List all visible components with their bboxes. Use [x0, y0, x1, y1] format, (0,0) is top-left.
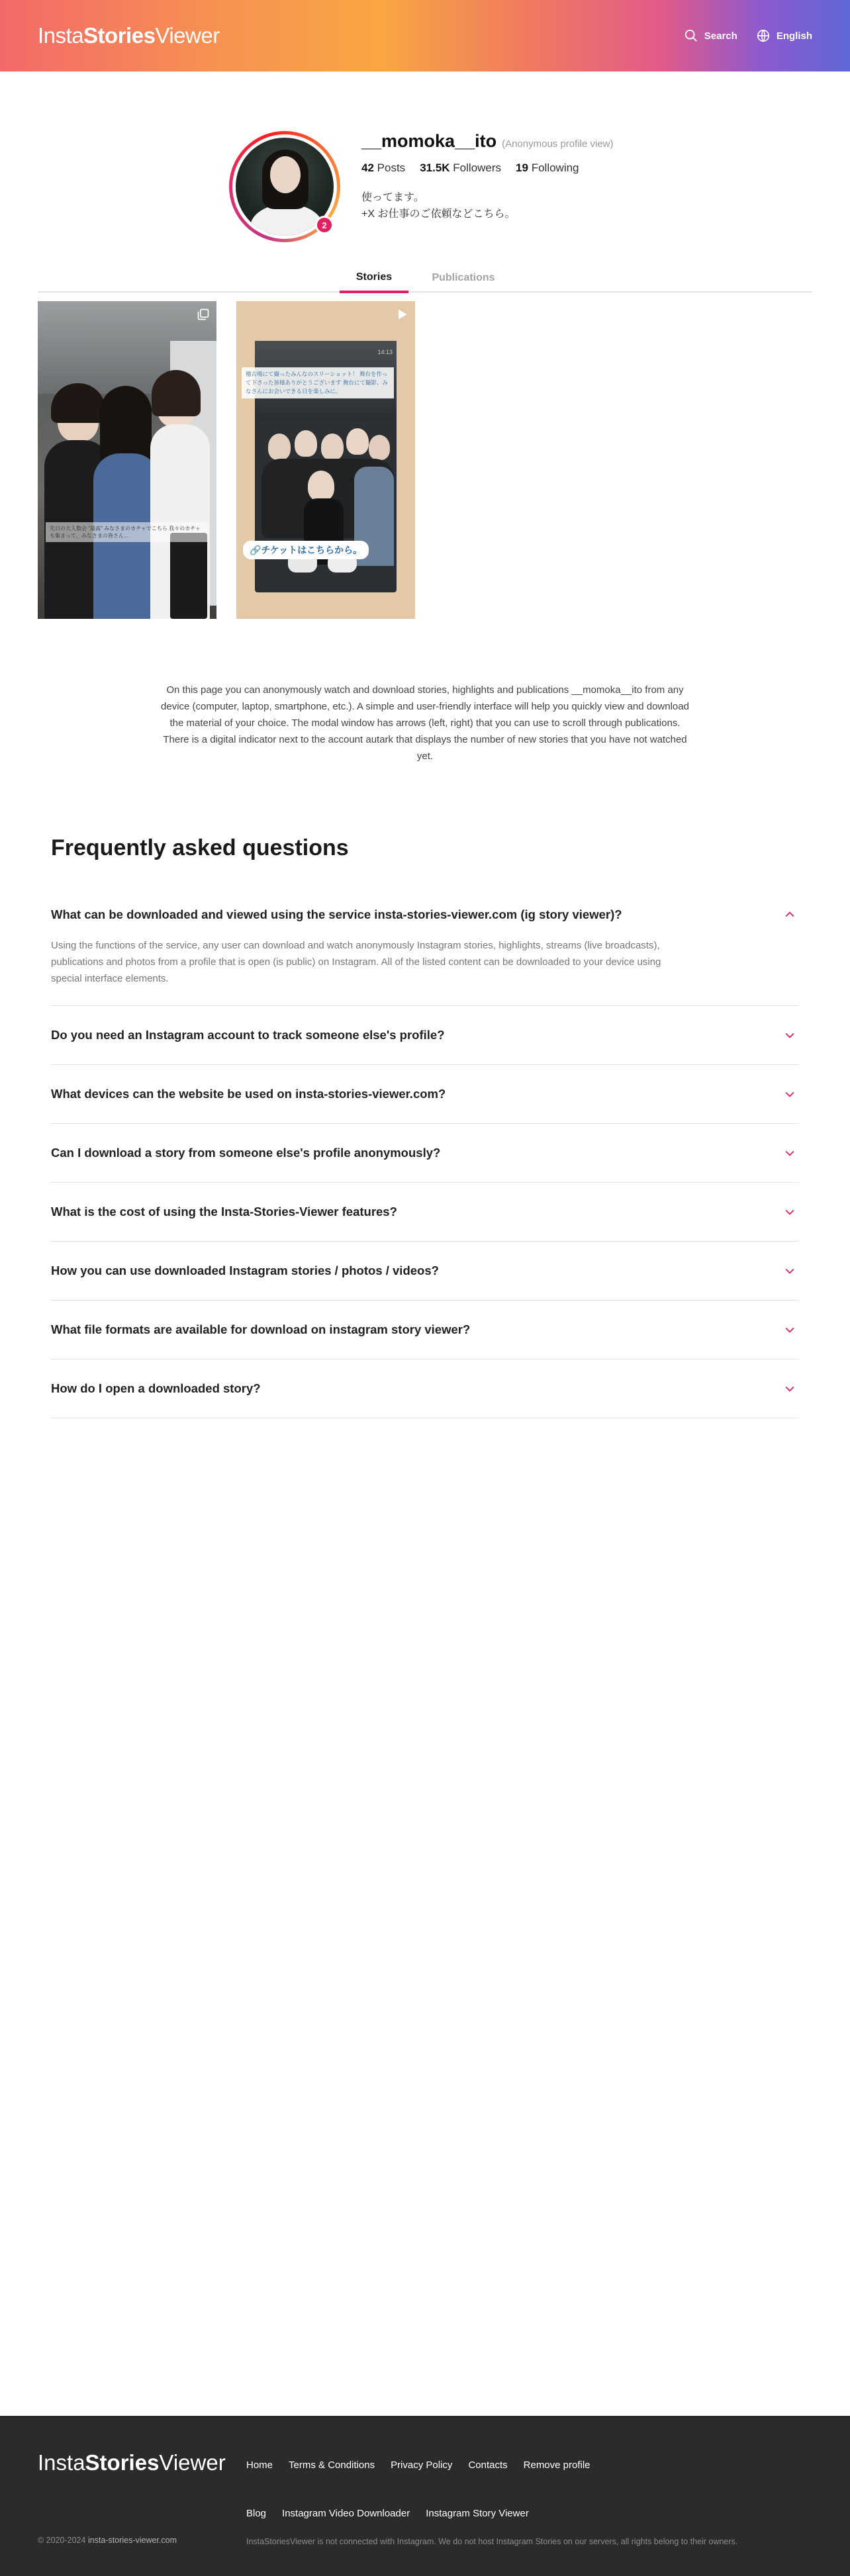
footer-copyright: © 2020-2024 insta-stories-viewer.com	[38, 2536, 177, 2545]
chevron-down-icon	[783, 1382, 796, 1395]
story-caption: 先日の大人数会 "最高" みなさまのカチャでこちら 我々のカチャも集まって、みなさまの皆さん…	[46, 522, 209, 542]
posts-stat: 42 Posts	[361, 161, 406, 174]
language-label: English	[776, 30, 812, 42]
story-caption: 稽古場にて撮ったみんなのスリーショット！ 舞台を作って下さった皆様ありがとうございます 舞台にて撮影、みなさんにお会いできる日を楽しみに。	[242, 367, 394, 398]
faq-title: Frequently asked questions	[51, 835, 349, 860]
faq-question-text: What file formats are available for download on instagram story viewer?	[51, 1322, 471, 1336]
faq-item	[51, 1006, 799, 1065]
faq-question-text: Can I download a story from someone else's profile anonymously?	[51, 1146, 441, 1160]
profile-card	[229, 131, 653, 244]
chevron-down-icon	[783, 1264, 796, 1277]
story-timestamp: 14:13	[377, 349, 393, 355]
ticket-link[interactable]: 🔗チケットはこちらから。	[243, 541, 369, 559]
followers-stat: 31.5K Followers	[420, 161, 502, 174]
footer-nav	[246, 2460, 749, 2519]
footer-link-remove-profile[interactable]: Remove profile	[523, 2460, 590, 2471]
chevron-up-icon	[783, 908, 796, 921]
footer-logo[interactable]: InstaStoriesViewer	[38, 2450, 226, 2475]
search-icon	[684, 28, 698, 43]
footer-link-blog[interactable]: Blog	[246, 2508, 267, 2519]
faq-item	[51, 1183, 799, 1242]
faq-question[interactable]	[51, 886, 799, 944]
faq-question-text: How do I open a downloaded story?	[51, 1381, 261, 1395]
profile-stats	[361, 161, 579, 175]
footer-link-contacts[interactable]: Contacts	[468, 2460, 508, 2471]
footer-link-privacy[interactable]: Privacy Policy	[391, 2460, 453, 2471]
faq-question-text: How you can use downloaded Instagram stories / photos / videos?	[51, 1264, 439, 1277]
story-card[interactable]	[236, 301, 415, 619]
username-text: __momoka__ito	[361, 131, 497, 151]
faq-item	[51, 1359, 799, 1418]
site-header	[0, 0, 850, 71]
footer-link-video-downloader[interactable]: Instagram Video Downloader	[282, 2508, 410, 2519]
chevron-down-icon	[783, 1205, 796, 1219]
chevron-down-icon	[783, 1323, 796, 1336]
gallery-icon	[197, 308, 210, 321]
tab-publications[interactable]: Publications	[432, 272, 495, 283]
search-label: Search	[704, 30, 737, 42]
logo-text-stories: Stories	[83, 23, 156, 48]
faq-question-text: What can be downloaded and viewed using the service insta-stories-viewer.com (ig story viewer)?	[51, 907, 622, 921]
faq-question-text: What devices can the website be used on insta-stories-viewer.com?	[51, 1087, 446, 1101]
story-card[interactable]	[38, 301, 216, 619]
faq-item	[51, 886, 799, 1006]
faq-question-text: What is the cost of using the Insta-Stories-Viewer features?	[51, 1205, 397, 1219]
logo-text-insta: Insta	[38, 23, 84, 48]
footer-link-terms[interactable]: Terms & Conditions	[289, 2460, 375, 2471]
faq-question[interactable]	[51, 1183, 799, 1241]
chevron-down-icon	[783, 1029, 796, 1042]
profile-bio: 使ってます。 +X お仕事のご依頼などこちら。	[361, 192, 516, 220]
faq-item	[51, 1242, 799, 1301]
faq-question[interactable]	[51, 1242, 799, 1300]
faq-list	[51, 886, 799, 1418]
content-tabs	[38, 263, 812, 293]
faq-question-text: Do you need an Instagram account to track someone else's profile?	[51, 1028, 445, 1042]
anonymous-note: (Anonymous profile view)	[502, 138, 614, 150]
search-button[interactable]	[684, 28, 737, 43]
faq-item	[51, 1065, 799, 1124]
new-stories-badge: 2	[315, 216, 334, 234]
footer-link-home[interactable]: Home	[246, 2460, 273, 2471]
globe-icon	[756, 28, 771, 43]
faq-question[interactable]	[51, 1006, 799, 1064]
faq-answer: Using the functions of the service, any user can download and watch anonymously Instagram stories, highlights, streams (live broadcasts), publications and photos from a profile that is open (is public) on Instagram. All of the listed content can be downloaded to your device using special interface elements.	[51, 940, 661, 984]
footer-disclaimer: InstaStoriesViewer is not connected with Instagram. We do not host Instagram Stories on our servers, all rights belong to their owners.	[246, 2537, 738, 2546]
play-icon	[395, 308, 408, 321]
page-description: On this page you can anonymously watch and download stories, highlights and publications __momoka__ito from any device (computer, laptop, smartphone, etc.). A simple and user-friendly interface will help you quickly view and download the material of your choice. The modal window has arrows (left, right) that you can use to scroll through publications. There is a digital indicator next to the account autark that displays the number of new stories that you have not watched yet.	[161, 684, 689, 762]
following-stat: 19 Following	[516, 161, 579, 174]
language-selector[interactable]	[756, 28, 812, 43]
chevron-down-icon	[783, 1146, 796, 1160]
chevron-down-icon	[783, 1087, 796, 1101]
faq-question[interactable]	[51, 1301, 799, 1359]
profile-username	[361, 131, 614, 152]
faq-question[interactable]	[51, 1359, 799, 1418]
footer-link-story-viewer[interactable]: Instagram Story Viewer	[426, 2508, 529, 2519]
faq-item	[51, 1301, 799, 1359]
faq-question[interactable]	[51, 1124, 799, 1182]
site-footer	[0, 2416, 850, 2576]
faq-item	[51, 1124, 799, 1183]
faq-question[interactable]	[51, 1065, 799, 1123]
site-logo[interactable]	[38, 23, 220, 48]
header-actions	[684, 28, 812, 43]
logo-text-viewer: Viewer	[155, 23, 220, 48]
tab-stories[interactable]: Stories	[340, 263, 408, 293]
